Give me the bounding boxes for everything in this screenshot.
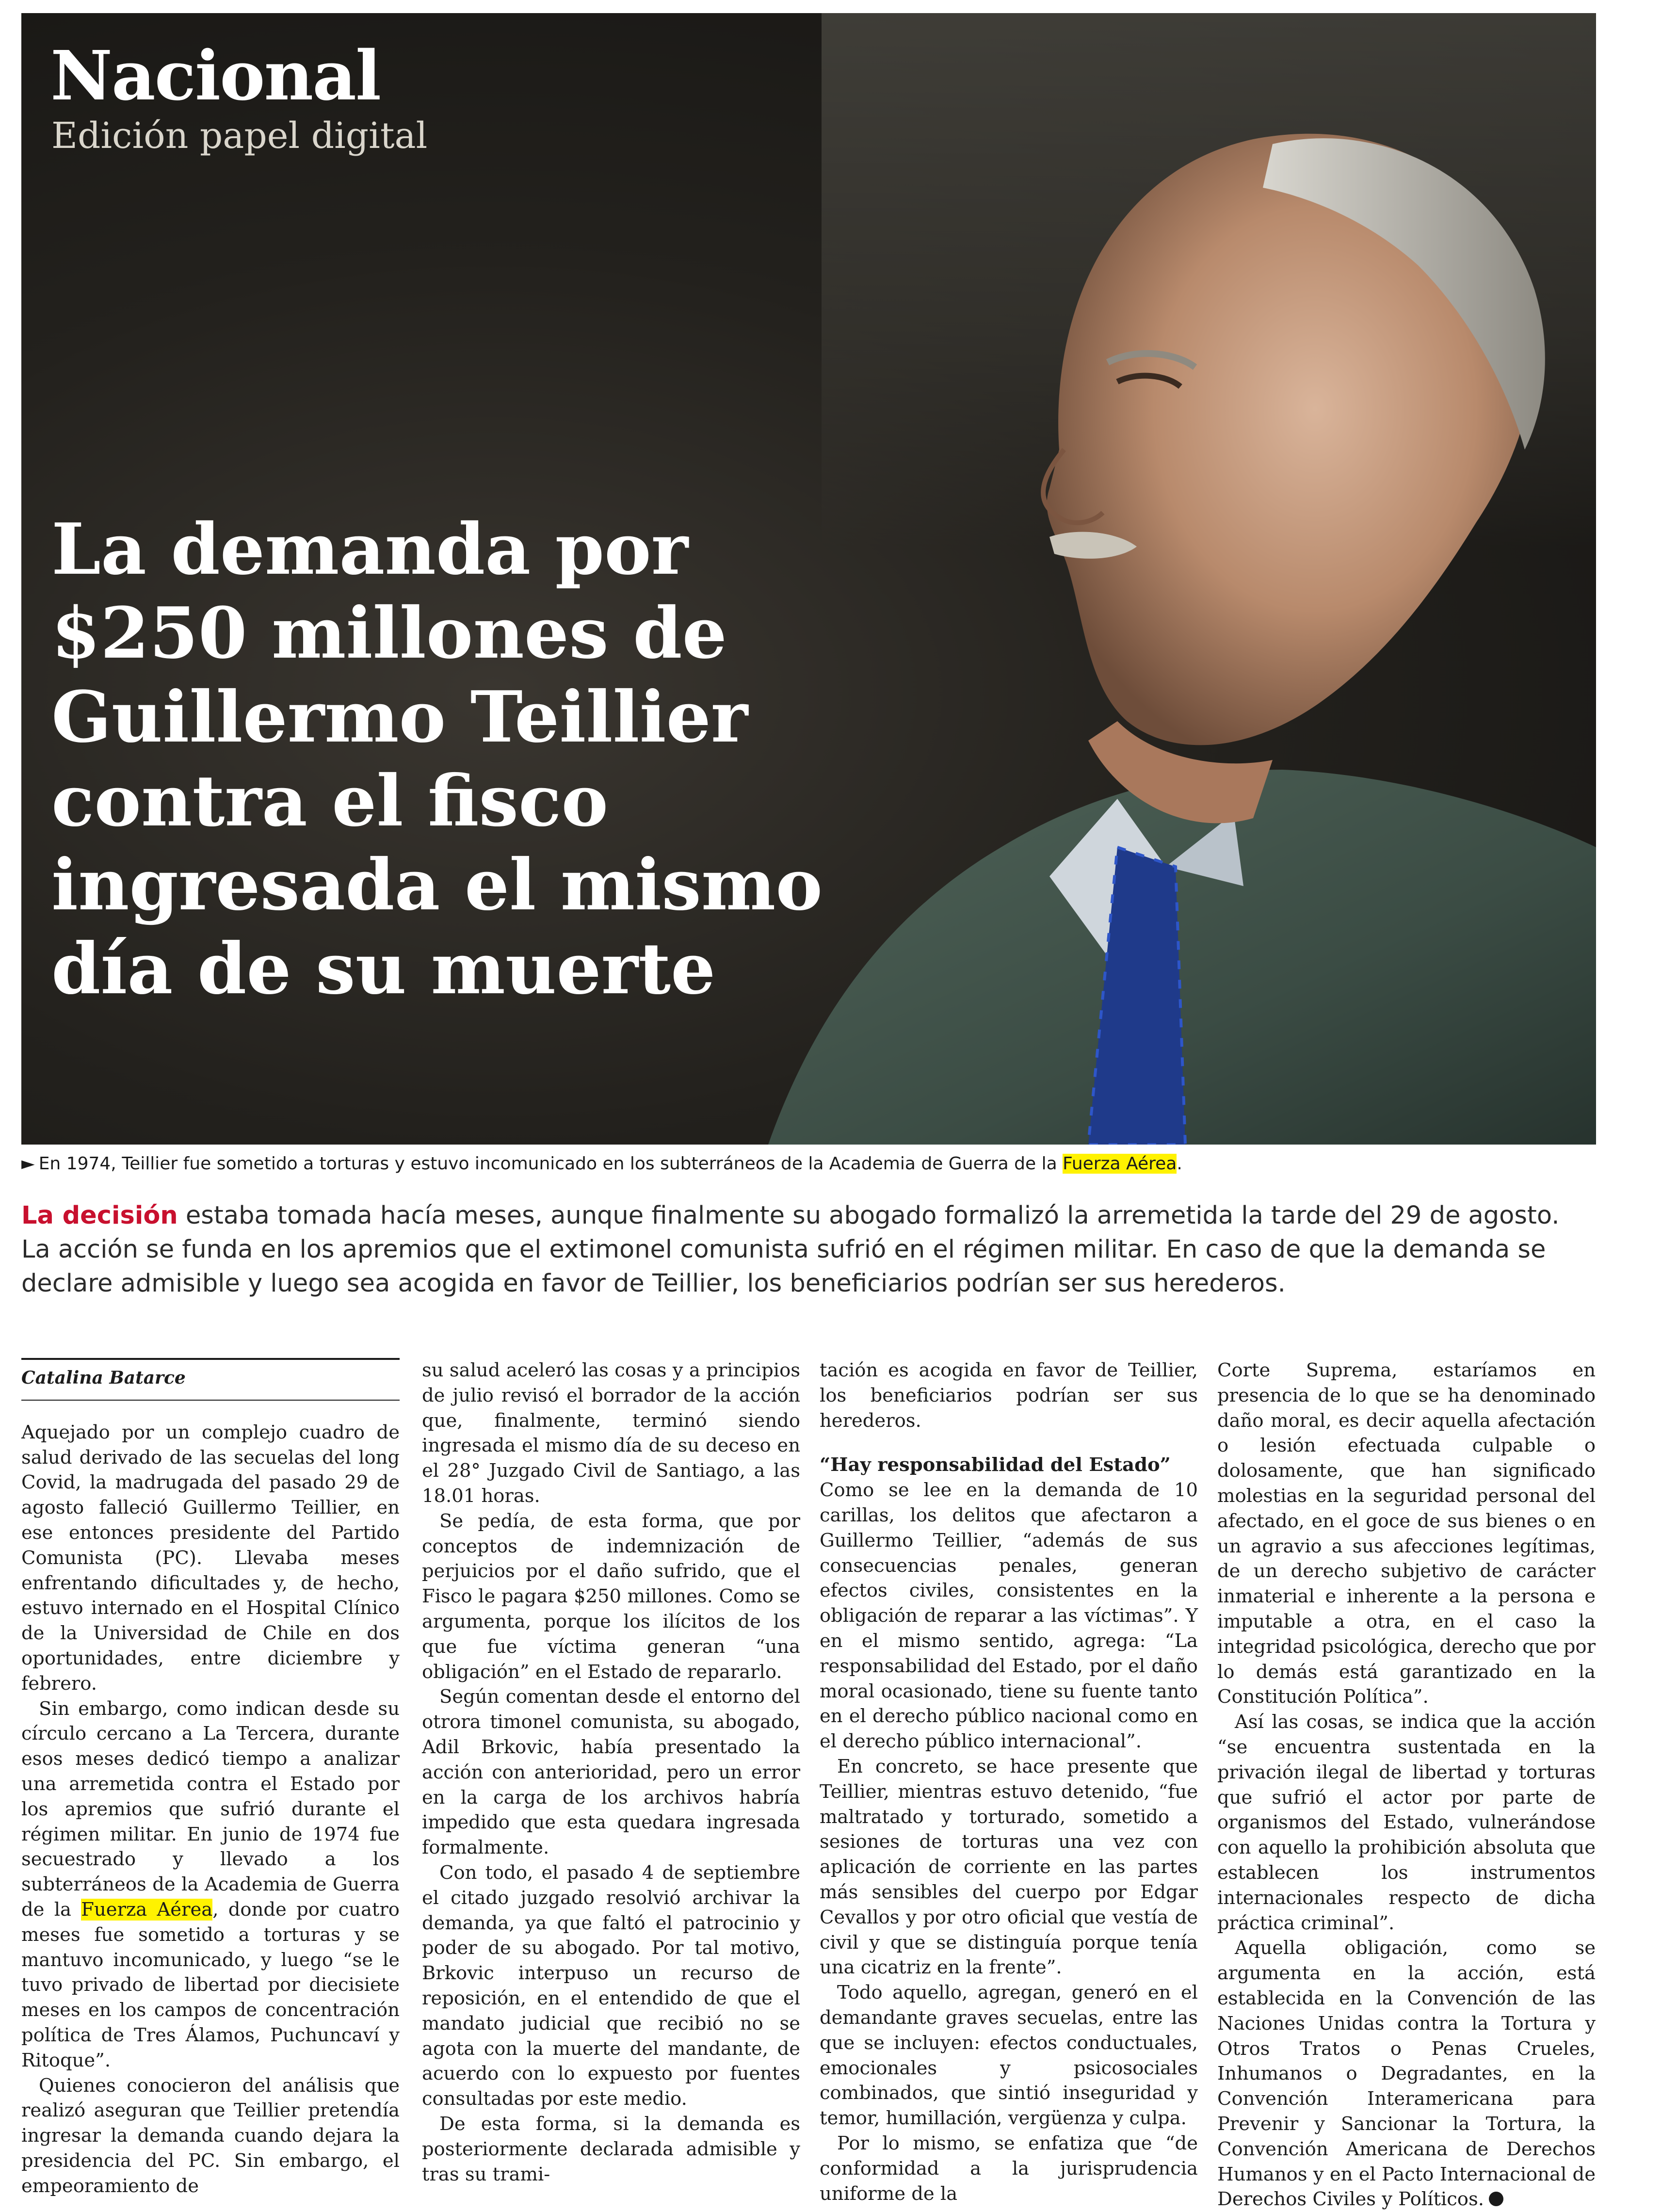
col4-paragraph-1: Corte Suprema, estaríamos en presencia de lo que se ha denominado daño moral, es decir aquella afectación o lesión efectuada culpable o dolosamente, que han significado molestias en la seguridad personal del afectado, en el goce de sus bienes o en un agravio a sus afecciones legítimas, de un derecho subjetivo de carácter inmaterial e inherente a la persona e imputable a otra, en el caso la integridad psicológica, derecho que por lo demás está garantizado en la Constitución Política”. bbox=[1217, 1359, 1596, 1708]
col3-paragraph-3: En concreto, se hace presente que Teillier, mientras estuvo detenido, “fue maltratado y torturado, sometido a sesiones de torturas una vez con aplicación de corriente en las partes más sensibles del cuerpo por Edgar Cevallos y por otro oficial que vestía de civil y que se distinguía porque tenía una cicatriz en la frente”. bbox=[820, 1755, 1198, 1979]
body-column-2 bbox=[422, 1358, 800, 2187]
subheading: “Hay responsabilidad del Estado” bbox=[820, 1454, 1171, 1476]
photo-caption bbox=[21, 1152, 1596, 1176]
col3-paragraph-4: Todo aquello, agregan, generó en el demandante graves secuelas, entre las que se incluyen: efectos conductuales, emocionales y psicosociales combinados, que sintió inseguridad y temor, humillación, vergüenza y culpa. bbox=[820, 1982, 1198, 2130]
col3-paragraph-2: Como se lee en la demanda de 10 carillas, los delitos que afectaron a Guillermo Teillier, “además de sus consecuencias penales, generan efectos civiles, consistentes en la obligación de reparar a las víctimas”. Y en el mismo sentido, agrega: “La responsabilidad del Estado, por el daño moral ocasionado, tiene su fuente tanto en el derecho público nacional como en el derecho público internacional”. bbox=[820, 1479, 1198, 1753]
lead-paragraph bbox=[21, 1199, 1596, 1301]
caption-end: . bbox=[1177, 1154, 1182, 1174]
section-name: Nacional bbox=[50, 36, 381, 116]
col4-paragraph-2: Así las cosas, se indica que la acción “se encuentra sustentada en la privación ilegal de libertad y torturas que sufrió el actor por parte de organismos del Estado, vulnerándose con aquello la prohibición absoluta que establecen los instrumentos internacionales respecto de dicha práctica criminal”. bbox=[1217, 1711, 1596, 1934]
col4-p3-text: Aquella obligación, como se argumenta en la acción, está establecida en la Convención de las Naciones Unidas contra la Tortura y Otros Tratos o Penas Crueles, Inhumanos o Degradantes, en la Convención Interamericana para Prevenir y Sancionar la Tortura, la Convención Americana de Derechos Humanos y en el Pacto Internacional de Derechos Civiles y Políticos. bbox=[1217, 1937, 1596, 2211]
headline: La demanda por $250 millones de Guillermo Teillier contra el fisco ingresada el mismo día de su muerte bbox=[51, 508, 823, 1010]
col2-paragraph-2: Se pedía, de esta forma, que por conceptos de indemnización de perjuicios por el daño sufrido, que el Fisco le pagara $250 millones. Como se argumenta, porque los ilícitos de los que fue víctima generan “una obligación” en el Estado de repararlo. bbox=[422, 1510, 800, 1683]
col3-paragraph-1: tación es acogida en favor de Teillier, los beneficiarios podrían ser sus herederos. bbox=[820, 1359, 1198, 1432]
col4-paragraph-3 bbox=[1217, 1936, 1596, 2212]
col1-p2-text-b: , donde por cuatro meses fue sometido a torturas y se mantuvo incomunicado, y luego “se le tuvo privado de libertad por diecisiete meses en los campos de concentración política de Tres Álamos, Puchuncaví y Ritoque”. bbox=[21, 1898, 400, 2071]
col1-paragraph-2 bbox=[21, 1696, 400, 2073]
col1-paragraph-3: Quienes conocieron del análisis que realizó aseguran que Teillier pretendía ingresar la demanda cuando dejara la presidencia del PC. Sin embargo, el empeoramiento de bbox=[21, 2074, 400, 2197]
body-column-4 bbox=[1217, 1358, 1596, 2212]
body-column-3 bbox=[820, 1358, 1198, 2206]
col1-p2-text-a: Sin embargo, como indican desde su círculo cercano a La Tercera, durante esos meses dedicó tiempo a analizar una arremetida contra el Estado por los apremios que sufrió durante el régimen militar. En junio de 1974 fue secuestrado y llevado a los subterráneos de la Academia de Guerra de la bbox=[21, 1697, 400, 1921]
caption-arrow-icon: ► bbox=[21, 1154, 35, 1174]
hero-photo-block bbox=[21, 13, 1596, 1145]
portrait-illustration bbox=[749, 13, 1596, 1145]
body-column-1 bbox=[21, 1358, 400, 2199]
col2-paragraph-5: De esta forma, si la demanda es posteriormente declarada admisible y tras su trami- bbox=[422, 2113, 800, 2185]
col1-p2-highlight: Fuerza Aérea bbox=[81, 1898, 213, 1921]
caption-highlight: Fuerza Aérea bbox=[1063, 1154, 1177, 1174]
caption-text: En 1974, Teillier fue sometido a torturas y estuvo incomunicado en los subterráneos de la Academia de Guerra de la bbox=[38, 1154, 1063, 1174]
col2-paragraph-1: su salud aceleró las cosas y a principios de julio revisó el borrador de la acción que, finalmente, terminó siendo ingresada el mismo día de su deceso en el 28° Juzgado Civil de Santiago, a las 18.01 horas. bbox=[422, 1359, 800, 1507]
col3-paragraph-5: Por lo mismo, se enfatiza que “de conformidad a la jurisprudencia uniforme de la bbox=[820, 2132, 1198, 2205]
lead-kicker: La decisión bbox=[21, 1201, 178, 1230]
lead-text: estaba tomada hacía meses, aunque finalmente su abogado formalizó la arremetida la tarde del 29 de agosto. La acción se funda en los apremios que el extimonel comunista sufrió en el régimen militar. En caso de que la demanda se declare admisible y luego sea acogida en favor de Teillier, los beneficiarios podrían ser sus herederos. bbox=[21, 1201, 1560, 1298]
edition-label: Edición papel digital bbox=[51, 115, 428, 157]
col2-paragraph-3: Según comentan desde el entorno del otrora timonel comunista, su abogado, Adil Brkovic, había presentado la acción con anterioridad, pero un error en la carga de los archivos habría impedido que esta quedara ingresada formalmente. bbox=[422, 1686, 800, 1859]
col1-paragraph-1: Aquejado por un complejo cuadro de salud derivado de las secuelas del long Covid, la madrugada del pasado 29 de agosto falleció Guillermo Teillier, en ese entonces presidente del Partido Comunista (PC). Llevaba meses enfrentando dificultades y, de hecho, estuvo internado en el Hospital Clínico de la Universidad de Chile en dos oportunidades, entre diciembre y febrero. bbox=[21, 1421, 400, 1695]
byline: Catalina Batarce bbox=[21, 1360, 400, 1401]
col2-paragraph-4: Con todo, el pasado 4 de septiembre el citado juzgado resolvió archivar la demanda, ya que faltó el patrocinio y poder de su abogado. Por tal motivo, Brkovic interpuso un recurso de reposición, en el entendido de que el mandato judicial que recibió no se agota con la muerte del mandante, de acuerdo con lo expuesto por fuentes consultadas por este medio. bbox=[422, 1861, 800, 2110]
